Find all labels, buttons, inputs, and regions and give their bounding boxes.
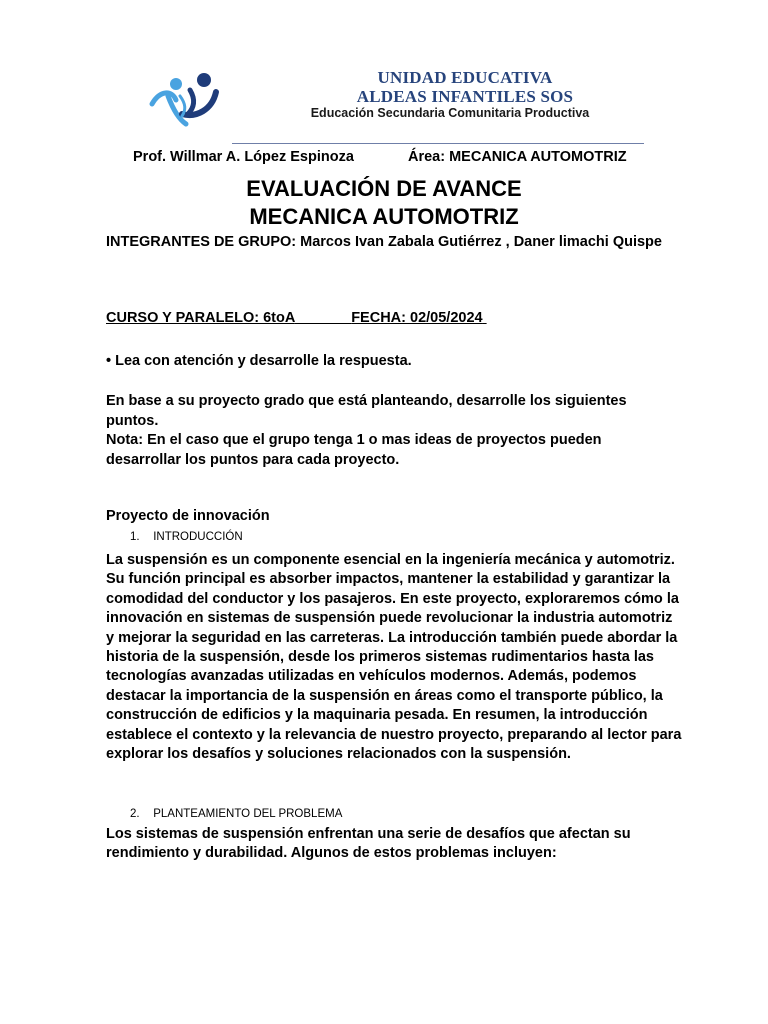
intro-paragraph: La suspensión es un componente esencial en la ingeniería mecánica y automotriz. Su función principal es absorber impactos, mantener la estabilidad y garantizar la comodidad del conductor y los pasajeros. En este proyecto, exploraremos cómo la innovación en sistemas de suspensión puede revolucionar la industria automotriz y mejorar la seguridad en las carreteras. La introducción también puede abordar la historia de la suspensión, desde los primeros sistemas rudimentarios hasta las tecnologías avanzadas utilizadas en vehículos modernos. Además, podemos destacar la importancia de la suspensión en áreas como el transporte público, la construcción de edificios y la maquinaria pesada. En resumen, la introducción establece el contexto y la relevancia de nuestro proyecto, preparando al lector para explorar los desafíos y soluciones relacionados con la suspensión.: [106, 552, 682, 763]
teacher-name: Prof. Willmar A. López Espinoza: [133, 149, 354, 165]
section-heading-intro: [130, 531, 243, 543]
school-subtitle: Educación Secundaria Comunitaria Productiva: [310, 106, 590, 120]
school-name: [300, 68, 630, 106]
date-label: FECHA: 02/05/2024: [351, 310, 483, 326]
school-name-line1: UNIDAD EDUCATIVA: [377, 68, 553, 87]
instruction-text: En base a su proyecto grado que está planteando, desarrolle los siguientes puntos.: [106, 393, 627, 429]
document-subtitle: MECANICA AUTOMOTRIZ: [249, 204, 519, 229]
section-title: PLANTEAMIENTO DEL PROBLEMA: [153, 808, 343, 820]
subject-area: Área: MECANICA AUTOMOTRIZ: [408, 149, 627, 165]
group-members: INTEGRANTES DE GRUPO: Marcos Ivan Zabala Gutiérrez , Daner limachi Quispe: [106, 234, 662, 250]
instruction-bullet: • Lea con atención y desarrolle la respuesta.: [106, 353, 412, 369]
project-heading: Proyecto de innovación: [106, 508, 270, 524]
section-number: 2.: [130, 808, 140, 820]
section-title: INTRODUCCIÓN: [153, 531, 243, 543]
note-text: Nota: En el caso que el grupo tenga 1 o mas ideas de proyectos pueden desarrollar los puntos para cada proyecto.: [106, 432, 602, 468]
aldeas-sos-logo-icon: [146, 70, 222, 130]
course-date-line: [106, 310, 487, 326]
problem-paragraph: Los sistemas de suspensión enfrentan una serie de desafíos que afectan su rendimiento y durabilidad. Algunos de estos problemas incluyen:: [106, 826, 631, 862]
school-name-line2: ALDEAS INFANTILES SOS: [356, 87, 574, 106]
document-title: EVALUACIÓN DE AVANCE: [246, 176, 522, 201]
section-heading-problem: [130, 808, 342, 820]
header-divider: [232, 143, 644, 144]
course-label: CURSO Y PARALELO: 6toA: [106, 310, 295, 326]
section-number: 1.: [130, 531, 140, 543]
